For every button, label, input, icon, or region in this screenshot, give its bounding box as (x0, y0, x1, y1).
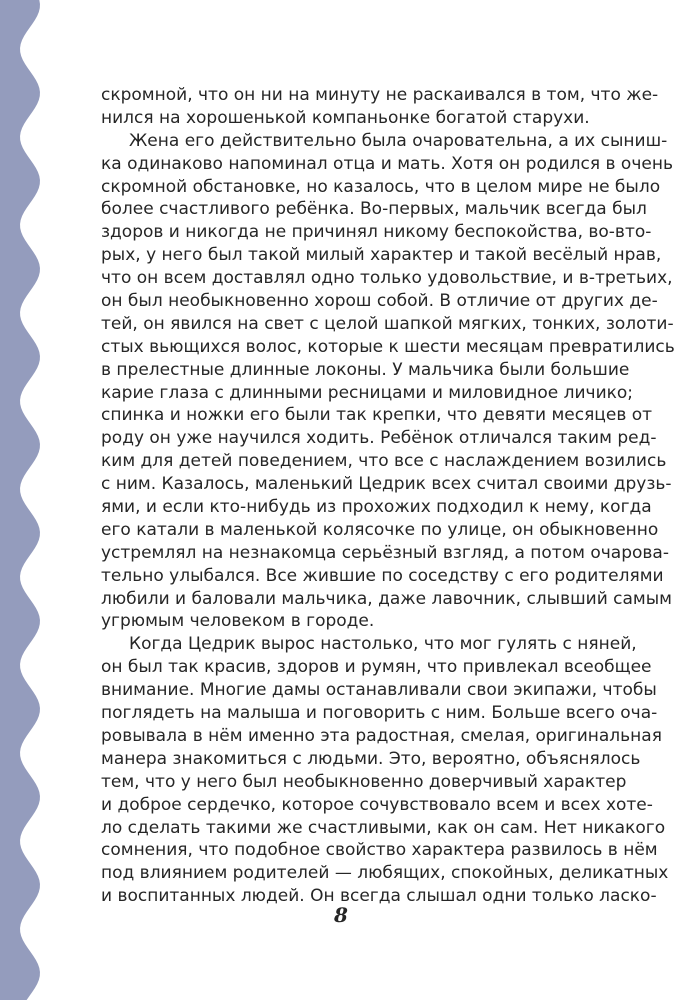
text-line: ровывала в нём именно эта радостная, смелая, оригинальная (101, 725, 662, 746)
text-line: он был так красив, здоров и румян, что привлекал всеобщее (101, 657, 652, 678)
text-line: устремлял на незнакомца серьёзный взгляд, а потом очарова- (101, 542, 669, 563)
text-line: с ним. Казалось, маленький Цедрик всех считал своими друзь- (101, 474, 672, 495)
body-text (101, 84, 675, 908)
text-line: более счастливого ребёнка. Во-первых, мальчик всегда был (101, 199, 647, 220)
text-line: скромной обстановке, но казалось, что в целом мире не было (101, 176, 661, 197)
paragraph (101, 633, 669, 908)
text-line: и доброе сердечко, которое сочувствовало всем и всех хоте- (101, 794, 653, 815)
text-line: манера знакомиться с людьми. Это, вероятно, объяснялось (101, 748, 641, 769)
paragraph (101, 130, 675, 634)
text-line: рых, у него был такой милый характер и такой весёлый нрав, (101, 245, 662, 266)
text-line: в прелестные длинные локоны. У мальчика были большие (101, 359, 630, 380)
text-line: ким для детей поведением, что все с наслаждением возились (101, 451, 667, 472)
text-line: карие глаза с длинными ресницами и миловидное личико; (101, 382, 634, 403)
text-line: любили и баловали мальчика, даже лавочник, слывший самым (101, 588, 672, 609)
text-line: сомнения, что подобное свойство характера развилось в нём (101, 840, 658, 861)
text-line: Когда Цедрик вырос настолько, что мог гулять с няней, (129, 634, 637, 655)
text-line: здоров и никогда не причинял никому беспокойства, во-вто- (101, 222, 652, 243)
wavy-side-border (0, 0, 52, 1000)
text-line: Жена его действительно была очаровательна, а их сыниш- (129, 130, 668, 151)
text-line: роду он уже научился ходить. Ребёнок отличался таким ред- (101, 428, 657, 449)
text-line: он был необыкновенно хорош собой. В отличие от других де- (101, 291, 658, 312)
text-line: угрюмым человеком в городе. (101, 611, 375, 632)
text-line: спинка и ножки его были так крепки, что девяти месяцев от (101, 405, 653, 426)
wave-shape (0, 0, 40, 1000)
text-line: его катали в маленькой колясочке по улице, он обыкновенно (101, 519, 659, 540)
paragraph (101, 84, 659, 130)
text-line: ка одинаково напоминал отца и мать. Хотя он родился в очень (101, 153, 673, 174)
text-line: скромной, что он ни на минуту не раскаивался в том, что же- (101, 85, 659, 105)
page-number: 8 (334, 903, 348, 927)
text-line: стых вьющихся волос, которые к шести месяцам превратились (101, 336, 675, 357)
text-line: поглядеть на малыша и поговорить с ним. Больше всего оча- (101, 703, 658, 724)
text-line: нился на хорошенькой компаньонке богатой старухи. (101, 107, 590, 128)
text-line: ло сделать такими же счастливыми, как он сам. Нет никакого (101, 817, 666, 838)
text-line: тем, что у него был необыкновенно доверчивый характер (101, 771, 627, 792)
text-line: внимание. Многие дамы останавливали свои экипажи, чтобы (101, 680, 657, 701)
text-line: тей, он явился на свет с целой шапкой мягких, тонких, золоти- (101, 313, 674, 334)
text-line: и воспитанных людей. Он всегда слышал одни только ласко- (101, 886, 657, 907)
text-line: под влиянием родителей — любящих, спокойных, деликатных (101, 863, 669, 884)
text-line: ями, и если кто-нибудь из прохожих подходил к нему, когда (101, 497, 652, 518)
text-line: тельно улыбался. Все жившие по соседству с его родителями (101, 565, 664, 586)
text-line: что он всем доставлял одно только удовольствие, и в-третьих, (101, 268, 673, 289)
